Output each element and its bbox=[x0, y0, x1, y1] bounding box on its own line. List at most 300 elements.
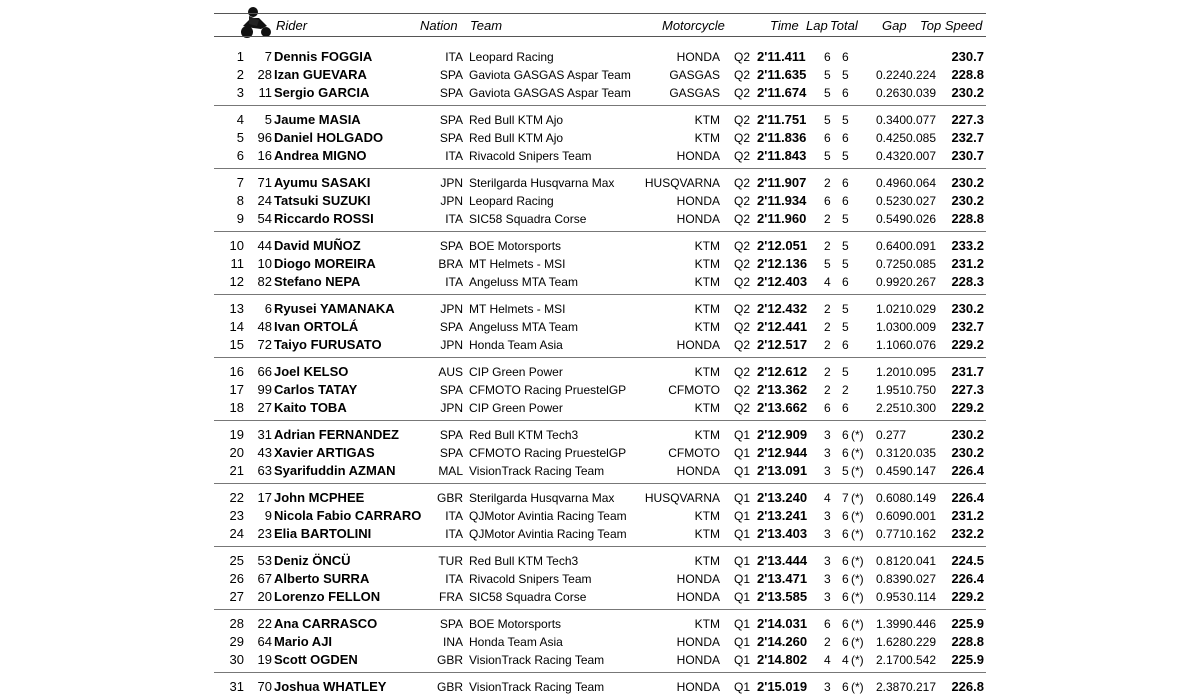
gap-first: 0.312 bbox=[875, 445, 906, 460]
gap-previous: 0.041 bbox=[905, 554, 936, 568]
session: Q1 bbox=[734, 526, 751, 541]
rider-number: 28 bbox=[257, 66, 272, 82]
table-row bbox=[0, 399, 1200, 417]
nation: SPA bbox=[439, 428, 463, 442]
lap-time: 2'11.751 bbox=[757, 112, 807, 127]
group-separator bbox=[214, 672, 986, 673]
total-laps: 2 bbox=[842, 382, 849, 397]
top-speed: 227.3 bbox=[951, 381, 984, 397]
flag-note: (*) bbox=[851, 463, 864, 478]
rider-number: 22 bbox=[257, 616, 272, 631]
motorcycle: CFMOTO bbox=[668, 445, 720, 460]
gap-previous: 0.750 bbox=[905, 382, 936, 397]
lap-time: 2'12.051 bbox=[757, 238, 808, 253]
top-speed: 230.2 bbox=[951, 175, 984, 190]
position: 19 bbox=[229, 427, 244, 442]
position: 9 bbox=[236, 210, 244, 226]
rider-name: Jaume MASIA bbox=[274, 112, 361, 127]
lap-time: 2'14.802 bbox=[757, 651, 808, 667]
header-total: Total bbox=[830, 18, 858, 33]
flag-note: (*) bbox=[851, 571, 864, 586]
nation: SPA bbox=[439, 85, 463, 100]
table-row bbox=[0, 255, 1200, 273]
session: Q2 bbox=[734, 211, 751, 226]
team: CIP Green Power bbox=[469, 400, 563, 415]
table-row bbox=[0, 678, 1200, 696]
session: Q2 bbox=[734, 302, 751, 316]
gap-previous: 0.095 bbox=[905, 365, 936, 379]
header-motorcycle: Motorcycle bbox=[662, 18, 725, 33]
motorcycle-rider-icon bbox=[237, 4, 273, 40]
team: BOE Motorsports bbox=[469, 239, 562, 253]
rider-number: 23 bbox=[257, 525, 272, 541]
lap-time: 2'11.907 bbox=[757, 175, 807, 190]
total-laps: 6 bbox=[842, 428, 849, 442]
rider-name: Ayumu SASAKI bbox=[274, 175, 371, 190]
motorcycle: HONDA bbox=[676, 589, 720, 604]
table-row bbox=[0, 111, 1200, 129]
position: 31 bbox=[229, 679, 244, 694]
gap-first: 0.725 bbox=[875, 256, 906, 271]
top-speed: 226.4 bbox=[951, 490, 984, 505]
table-row bbox=[0, 570, 1200, 588]
nation: BRA bbox=[438, 256, 463, 271]
rider-number: 5 bbox=[264, 112, 272, 127]
position: 14 bbox=[229, 318, 244, 334]
rider-name: Taiyo FURUSATO bbox=[274, 336, 382, 352]
lap: 5 bbox=[824, 85, 831, 100]
total-laps: 5 bbox=[842, 365, 849, 379]
session: Q2 bbox=[734, 365, 751, 379]
lap-time: 2'11.843 bbox=[757, 147, 807, 163]
lap-time: 2'13.403 bbox=[757, 525, 808, 541]
lap: 2 bbox=[824, 302, 831, 316]
lap: 2 bbox=[824, 634, 831, 649]
rider-number: 44 bbox=[257, 238, 272, 253]
gap-first: 0.523 bbox=[875, 193, 906, 208]
gap-previous: 0.064 bbox=[905, 176, 936, 190]
gap-first: 2.387 bbox=[875, 680, 906, 694]
position: 28 bbox=[229, 616, 244, 631]
nation: JPN bbox=[440, 193, 463, 208]
nation: FRA bbox=[439, 589, 463, 604]
flag-note: (*) bbox=[851, 428, 864, 442]
lap-time: 2'13.241 bbox=[757, 507, 808, 523]
top-speed: 231.2 bbox=[951, 255, 984, 271]
lap-time: 2'13.585 bbox=[757, 588, 808, 604]
team: CFMOTO Racing PruestelGP bbox=[469, 445, 627, 460]
lap-time: 2'12.612 bbox=[757, 364, 808, 379]
rider-name: Dennis FOGGIA bbox=[274, 49, 373, 64]
rider-name: Adrian FERNANDEZ bbox=[274, 427, 399, 442]
rider-number: 7 bbox=[264, 49, 272, 64]
team: Gaviota GASGAS Aspar Team bbox=[469, 85, 631, 100]
header-time: Time bbox=[770, 18, 799, 33]
lap: 3 bbox=[824, 554, 831, 568]
rider-name: Andrea MIGNO bbox=[274, 147, 367, 163]
table-row bbox=[0, 381, 1200, 399]
lap: 3 bbox=[824, 589, 831, 604]
total-laps: 6 bbox=[842, 337, 849, 352]
session: Q2 bbox=[734, 50, 751, 64]
total-laps: 4 bbox=[842, 652, 849, 667]
rider-number: 17 bbox=[257, 490, 272, 505]
lap: 6 bbox=[824, 400, 831, 415]
gap-first: 0.992 bbox=[875, 274, 906, 289]
lap: 3 bbox=[824, 571, 831, 586]
motorcycle: KTM bbox=[694, 113, 720, 127]
position: 3 bbox=[236, 84, 244, 100]
nation: SPA bbox=[439, 113, 463, 127]
group-separator bbox=[214, 231, 986, 232]
flag-note: (*) bbox=[851, 554, 864, 568]
table-row bbox=[0, 66, 1200, 84]
lap: 2 bbox=[824, 239, 831, 253]
rider-name: Scott OGDEN bbox=[274, 651, 358, 667]
rider-name: Diogo MOREIRA bbox=[274, 255, 376, 271]
gap-first: 0.340 bbox=[875, 113, 906, 127]
gap-previous: 0.009 bbox=[905, 319, 936, 334]
position: 6 bbox=[236, 147, 244, 163]
total-laps: 6 bbox=[842, 445, 849, 460]
group-separator bbox=[214, 168, 986, 169]
nation: MAL bbox=[438, 463, 463, 478]
gap-previous: 0.039 bbox=[905, 85, 936, 100]
nation: JPN bbox=[440, 302, 463, 316]
session: Q2 bbox=[734, 319, 751, 334]
nation: GBR bbox=[436, 491, 463, 505]
lap-time: 2'11.674 bbox=[757, 84, 807, 100]
total-laps: 6 bbox=[842, 508, 849, 523]
table-row bbox=[0, 588, 1200, 606]
team: MT Helmets - MSI bbox=[469, 256, 566, 271]
gap-first: 1.201 bbox=[875, 365, 906, 379]
lap-time: 2'12.517 bbox=[757, 336, 808, 352]
lap: 3 bbox=[824, 680, 831, 694]
lap: 3 bbox=[824, 526, 831, 541]
session: Q2 bbox=[734, 130, 751, 145]
lap: 4 bbox=[824, 652, 831, 667]
session: Q1 bbox=[734, 571, 751, 586]
total-laps: 6 bbox=[842, 193, 849, 208]
nation: ITA bbox=[445, 274, 463, 289]
top-speed: 226.8 bbox=[951, 679, 984, 694]
gap-first: 0.549 bbox=[875, 211, 906, 226]
lap-time: 2'13.091 bbox=[757, 462, 808, 478]
table-row bbox=[0, 273, 1200, 291]
lap-time: 2'12.944 bbox=[757, 444, 808, 460]
lap-time: 2'11.836 bbox=[757, 129, 807, 145]
gap-first: 1.628 bbox=[875, 634, 906, 649]
flag-note: (*) bbox=[851, 634, 864, 649]
session: Q1 bbox=[734, 617, 751, 631]
session: Q1 bbox=[734, 634, 751, 649]
gap-first: 0.263 bbox=[875, 85, 906, 100]
total-laps: 5 bbox=[842, 211, 849, 226]
group-separator bbox=[214, 294, 986, 295]
gap-previous: 0.027 bbox=[905, 571, 936, 586]
total-laps: 6 bbox=[842, 634, 849, 649]
rider-name: Tatsuki SUZUKI bbox=[274, 192, 371, 208]
team: MT Helmets - MSI bbox=[469, 302, 566, 316]
gap-first: 2.170 bbox=[875, 652, 906, 667]
table-row bbox=[0, 489, 1200, 507]
total-laps: 5 bbox=[842, 239, 849, 253]
group-separator bbox=[214, 483, 986, 484]
lap: 6 bbox=[824, 617, 831, 631]
rider-number: 43 bbox=[257, 444, 272, 460]
rider-name: Carlos TATAY bbox=[274, 381, 358, 397]
top-speed: 232.7 bbox=[951, 129, 984, 145]
lap-time: 2'12.441 bbox=[757, 318, 808, 334]
nation: JPN bbox=[440, 337, 463, 352]
lap-time: 2'12.403 bbox=[757, 273, 808, 289]
team: Red Bull KTM Tech3 bbox=[469, 554, 579, 568]
rider-name: John MCPHEE bbox=[274, 490, 365, 505]
lap-time: 2'13.662 bbox=[757, 399, 808, 415]
nation: ITA bbox=[445, 211, 463, 226]
group-separator bbox=[214, 105, 986, 106]
team: Red Bull KTM Tech3 bbox=[469, 428, 579, 442]
rider-number: 27 bbox=[257, 399, 272, 415]
header-bottom-rule bbox=[214, 36, 986, 37]
rider-number: 16 bbox=[257, 147, 272, 163]
rider-name: Deniz ÖNCÜ bbox=[274, 553, 351, 568]
top-speed: 224.5 bbox=[951, 553, 984, 568]
lap: 2 bbox=[824, 319, 831, 334]
motorcycle: KTM bbox=[694, 428, 720, 442]
top-speed: 230.7 bbox=[951, 49, 984, 64]
team: Angeluss MTA Team bbox=[469, 319, 578, 334]
gap-previous: 0.029 bbox=[905, 302, 936, 316]
total-laps: 6 bbox=[842, 130, 849, 145]
group-separator bbox=[214, 609, 986, 610]
rider-name: Kaito TOBA bbox=[274, 399, 347, 415]
lap: 2 bbox=[824, 382, 831, 397]
motorcycle: KTM bbox=[694, 274, 720, 289]
header-gap: Gap bbox=[882, 18, 907, 33]
motorcycle: KTM bbox=[694, 365, 720, 379]
session: Q2 bbox=[734, 239, 751, 253]
rider-number: 19 bbox=[257, 651, 272, 667]
top-speed: 227.3 bbox=[951, 112, 984, 127]
motorcycle: KTM bbox=[694, 239, 720, 253]
motorcycle: HONDA bbox=[676, 463, 720, 478]
lap: 6 bbox=[824, 50, 831, 64]
total-laps: 6 bbox=[842, 554, 849, 568]
lap-time: 2'13.444 bbox=[757, 553, 808, 568]
nation: SPA bbox=[439, 319, 463, 334]
table-row bbox=[0, 633, 1200, 651]
total-laps: 5 bbox=[842, 148, 849, 163]
header-lap: Lap bbox=[806, 18, 828, 33]
motorcycle: CFMOTO bbox=[668, 382, 720, 397]
total-laps: 5 bbox=[842, 256, 849, 271]
top-speed: 231.2 bbox=[951, 507, 984, 523]
top-speed: 230.2 bbox=[951, 301, 984, 316]
team: QJMotor Avintia Racing Team bbox=[469, 508, 627, 523]
lap: 3 bbox=[824, 428, 831, 442]
session: Q2 bbox=[734, 337, 751, 352]
team: QJMotor Avintia Racing Team bbox=[469, 526, 627, 541]
rider-number: 70 bbox=[257, 679, 272, 694]
session: Q2 bbox=[734, 85, 751, 100]
rider-name: Elia BARTOLINI bbox=[274, 525, 372, 541]
top-speed: 231.7 bbox=[951, 364, 984, 379]
rider-number: 6 bbox=[264, 301, 272, 316]
rider-name: Mario AJI bbox=[274, 633, 333, 649]
team: Gaviota GASGAS Aspar Team bbox=[469, 67, 631, 82]
gap-previous: 0.085 bbox=[905, 130, 936, 145]
gap-previous: 0.035 bbox=[905, 445, 936, 460]
session: Q2 bbox=[734, 274, 751, 289]
team: VisionTrack Racing Team bbox=[469, 652, 605, 667]
rider-number: 54 bbox=[257, 210, 272, 226]
nation: SPA bbox=[439, 239, 463, 253]
rider-number: 96 bbox=[257, 129, 272, 145]
total-laps: 6 bbox=[842, 176, 849, 190]
table-row bbox=[0, 84, 1200, 102]
total-laps: 6 bbox=[842, 680, 849, 694]
top-speed: 229.2 bbox=[951, 336, 984, 352]
top-speed: 225.9 bbox=[951, 651, 984, 667]
team: Angeluss MTA Team bbox=[469, 274, 578, 289]
position: 24 bbox=[229, 525, 244, 541]
position: 22 bbox=[229, 490, 244, 505]
team: SIC58 Squadra Corse bbox=[469, 589, 587, 604]
motorcycle: KTM bbox=[694, 130, 720, 145]
top-speed: 230.2 bbox=[951, 84, 984, 100]
session: Q2 bbox=[734, 382, 751, 397]
position: 1 bbox=[236, 49, 244, 64]
nation: ITA bbox=[445, 508, 463, 523]
gap-previous: 0.149 bbox=[905, 491, 936, 505]
motorcycle: KTM bbox=[694, 526, 720, 541]
motorcycle: GASGAS bbox=[669, 67, 720, 82]
gap-first: 0.609 bbox=[875, 508, 906, 523]
team: VisionTrack Racing Team bbox=[469, 463, 605, 478]
table-row bbox=[0, 129, 1200, 147]
lap: 5 bbox=[824, 113, 831, 127]
total-laps: 6 bbox=[842, 400, 849, 415]
rider-name: Izan GUEVARA bbox=[274, 66, 367, 82]
rider-name: Xavier ARTIGAS bbox=[274, 444, 375, 460]
team: Red Bull KTM Ajo bbox=[469, 113, 564, 127]
gap-previous: 0.076 bbox=[905, 337, 936, 352]
rider-name: Ivan ORTOLÁ bbox=[274, 318, 359, 334]
lap: 3 bbox=[824, 508, 831, 523]
gap-first: 0.953 bbox=[875, 589, 906, 604]
position: 5 bbox=[236, 129, 244, 145]
lap: 2 bbox=[824, 176, 831, 190]
rider-number: 11 bbox=[258, 84, 272, 100]
rider-name: Alberto SURRA bbox=[274, 570, 370, 586]
rider-number: 67 bbox=[257, 570, 272, 586]
table-row bbox=[0, 444, 1200, 462]
header-nation: Nation bbox=[420, 18, 458, 33]
gap-first: 1.951 bbox=[875, 382, 906, 397]
total-laps: 5 bbox=[842, 463, 849, 478]
table-row bbox=[0, 552, 1200, 570]
flag-note: (*) bbox=[851, 652, 864, 667]
position: 27 bbox=[229, 588, 244, 604]
lap-time: 2'11.635 bbox=[757, 66, 807, 82]
flag-note: (*) bbox=[851, 491, 864, 505]
table-row bbox=[0, 426, 1200, 444]
top-speed: 229.2 bbox=[951, 399, 984, 415]
lap: 5 bbox=[824, 67, 831, 82]
session: Q2 bbox=[734, 256, 751, 271]
top-speed: 230.2 bbox=[951, 427, 984, 442]
rider-name: Syarifuddin AZMAN bbox=[274, 462, 396, 478]
lap: 2 bbox=[824, 337, 831, 352]
gap-previous: 0.026 bbox=[905, 211, 936, 226]
rider-number: 66 bbox=[257, 364, 272, 379]
position: 4 bbox=[236, 112, 244, 127]
table-row bbox=[0, 174, 1200, 192]
table-row bbox=[0, 336, 1200, 354]
gap-first: 0.640 bbox=[875, 239, 906, 253]
table-row bbox=[0, 318, 1200, 336]
nation: ITA bbox=[445, 526, 463, 541]
top-speed: 225.9 bbox=[951, 616, 984, 631]
position: 23 bbox=[229, 507, 244, 523]
total-laps: 5 bbox=[842, 319, 849, 334]
lap: 5 bbox=[824, 256, 831, 271]
team: BOE Motorsports bbox=[469, 617, 562, 631]
gap-first: 2.251 bbox=[875, 400, 906, 415]
rider-name: Daniel HOLGADO bbox=[274, 129, 384, 145]
gap-previous: 0.085 bbox=[905, 256, 936, 271]
nation: ITA bbox=[445, 571, 463, 586]
position: 26 bbox=[229, 570, 244, 586]
motorcycle: KTM bbox=[694, 256, 720, 271]
motorcycle: HONDA bbox=[676, 337, 720, 352]
position: 18 bbox=[229, 399, 244, 415]
position: 11 bbox=[230, 255, 244, 271]
team: Sterilgarda Husqvarna Max bbox=[469, 176, 615, 190]
rider-number: 10 bbox=[257, 255, 272, 271]
rider-name: Joshua WHATLEY bbox=[274, 679, 387, 694]
session: Q2 bbox=[734, 67, 751, 82]
motorcycle: HUSQVARNA bbox=[644, 176, 720, 190]
nation: INA bbox=[442, 634, 463, 649]
gap-previous: 0.267 bbox=[905, 274, 936, 289]
gap-first: 0.608 bbox=[875, 491, 906, 505]
table-row bbox=[0, 525, 1200, 543]
team: CFMOTO Racing PruestelGP bbox=[469, 382, 627, 397]
position: 30 bbox=[229, 651, 244, 667]
session: Q1 bbox=[734, 680, 751, 694]
lap: 3 bbox=[824, 463, 831, 478]
gap-previous: 0.077 bbox=[905, 113, 936, 127]
top-speed: 228.8 bbox=[951, 633, 984, 649]
gap-first: 0.496 bbox=[875, 176, 906, 190]
gap-first: 1.030 bbox=[875, 319, 906, 334]
position: 12 bbox=[229, 273, 244, 289]
flag-note: (*) bbox=[851, 445, 864, 460]
team: Sterilgarda Husqvarna Max bbox=[469, 491, 615, 505]
lap: 4 bbox=[824, 491, 831, 505]
position: 20 bbox=[229, 444, 244, 460]
lap-time: 2'11.960 bbox=[757, 210, 807, 226]
rider-name: Riccardo ROSSI bbox=[274, 210, 374, 226]
gap-first: 0.277 bbox=[875, 428, 906, 442]
position: 16 bbox=[229, 364, 244, 379]
top-speed: 230.2 bbox=[951, 192, 984, 208]
motorcycle: KTM bbox=[694, 400, 720, 415]
session: Q1 bbox=[734, 589, 751, 604]
